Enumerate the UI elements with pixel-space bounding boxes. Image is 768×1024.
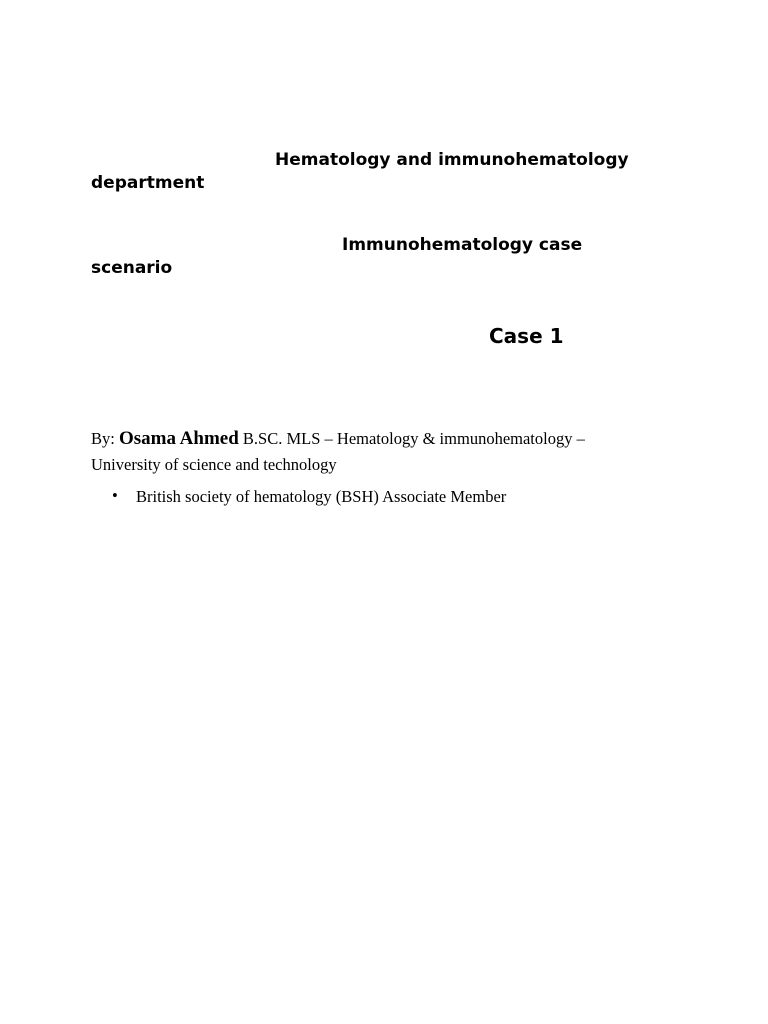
scenario-heading-line-1: Immunohematology case <box>342 235 583 255</box>
author-line <box>91 428 585 450</box>
case-title: Case 1 <box>489 324 564 348</box>
department-heading-line-1: Hematology and immunohematology <box>275 150 629 170</box>
author-prefix: By: <box>91 429 119 448</box>
scenario-heading-line-2: scenario <box>91 258 173 278</box>
author-name: Osama Ahmed <box>118 428 239 449</box>
author-institution: University of science and technology <box>91 455 337 474</box>
department-heading-line-2: department <box>91 173 205 193</box>
bullet-glyph: • <box>112 486 118 505</box>
list-item: British society of hematology (BSH) Associate Member <box>136 487 507 506</box>
author-credentials: B.SC. MLS – Hematology & immunohematology – <box>238 429 585 448</box>
